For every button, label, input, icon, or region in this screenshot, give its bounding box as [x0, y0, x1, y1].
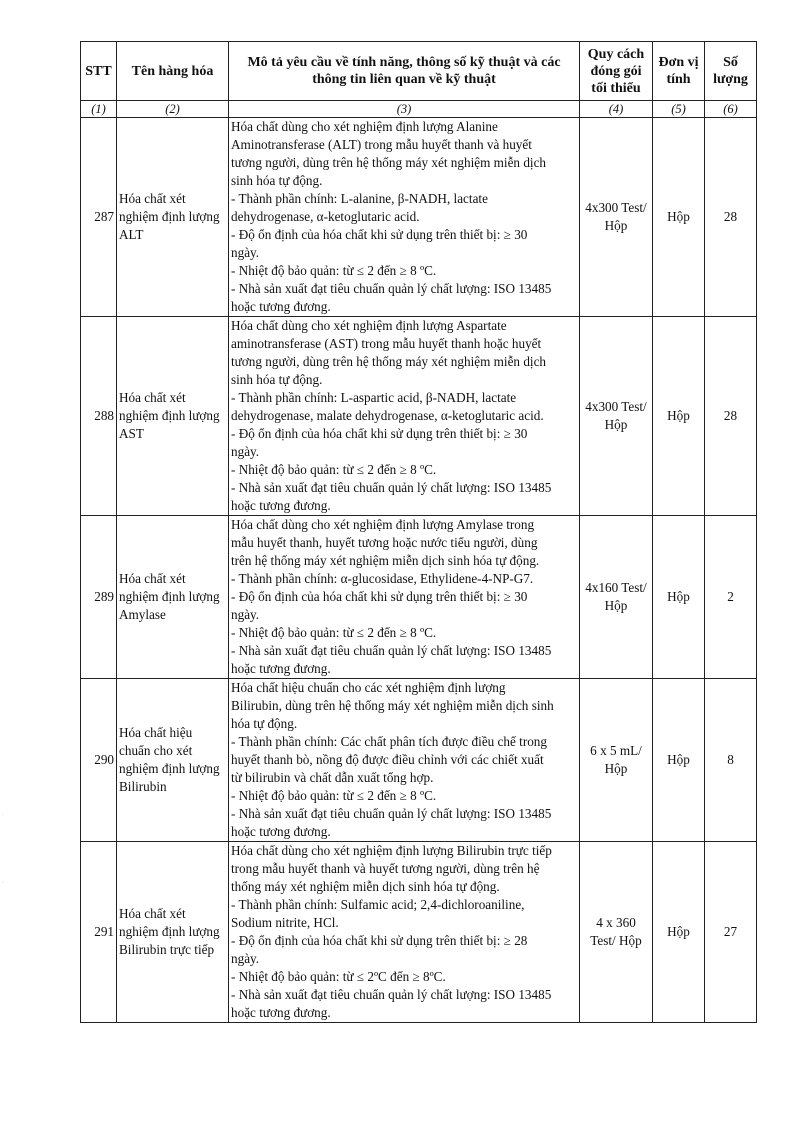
description-line: aminotransferase (AST) trong mẫu huyết thanh hoặc huyết [231, 336, 542, 351]
column-number: (1) [81, 101, 117, 118]
header-unit: Đơn vị tính [653, 42, 705, 101]
column-number: (3) [229, 101, 580, 118]
item-packaging: 4 x 360 Test/ Hộp [580, 842, 653, 1023]
item-description [229, 118, 580, 317]
table-row [81, 842, 757, 1023]
description-line: ngày. [231, 245, 260, 260]
description-line: dehydrogenase, α-ketoglutaric acid. [231, 209, 420, 224]
header-name: Tên hàng hóa [117, 42, 229, 101]
description-line: mẫu huyết thanh, huyết tương hoặc nước tiểu người, dùng [231, 535, 538, 550]
item-quantity: 27 [705, 842, 757, 1023]
item-number: 290 [81, 679, 117, 842]
description-line: hoặc tương đương. [231, 661, 331, 676]
item-unit: Hộp [653, 679, 705, 842]
description-line: Sodium nitrite, HCl. [231, 915, 339, 930]
item-unit: Hộp [653, 118, 705, 317]
item-name: Hóa chất xét nghiệm định lượng ALT [117, 118, 229, 317]
header-packaging: Quy cách đóng gói tối thiểu [580, 42, 653, 101]
item-quantity: 28 [705, 317, 757, 516]
description-line: trên hệ thống máy xét nghiệm miễn dịch sinh hóa tự động. [231, 553, 540, 568]
description-line: - Nhà sản xuất đạt tiêu chuẩn quản lý chất lượng: ISO 13485 [231, 643, 552, 658]
description-line: - Thành phần chính: Các chất phân tích được điều chế trong [231, 734, 547, 749]
item-packaging: 4x300 Test/ Hộp [580, 317, 653, 516]
item-description [229, 842, 580, 1023]
item-quantity: 28 [705, 118, 757, 317]
description-line: Aminotransferase (ALT) trong mẫu huyết thanh và huyết [231, 137, 532, 152]
description-line: hoặc tương đương. [231, 498, 331, 513]
description-line: Hóa chất hiệu chuẩn cho các xét nghiệm định lượng [231, 680, 506, 695]
description-line: hóa tự động. [231, 716, 298, 731]
item-name: Hóa chất hiệu chuẩn cho xét nghiệm định lượng Bilirubin [117, 679, 229, 842]
column-number: (5) [653, 101, 705, 118]
item-name: Hóa chất xét nghiệm định lượng Bilirubin trực tiếp [117, 842, 229, 1023]
description-line: - Nhiệt độ bảo quản: từ ≤ 2 đến ≥ 8 ºC. [231, 788, 437, 803]
description-line: ngày. [231, 607, 260, 622]
procurement-spec-table [80, 41, 757, 1023]
item-unit: Hộp [653, 516, 705, 679]
description-line: - Độ ổn định của hóa chất khi sử dụng trên thiết bị: ≥ 30 [231, 589, 528, 604]
column-number: (6) [705, 101, 757, 118]
description-line: - Nhà sản xuất đạt tiêu chuẩn quản lý chất lượng: ISO 13485 [231, 806, 552, 821]
description-line: dehydrogenase, malate dehydrogenase, α-ketoglutaric acid. [231, 408, 544, 423]
item-name: Hóa chất xét nghiệm định lượng Amylase [117, 516, 229, 679]
column-number: (4) [580, 101, 653, 118]
item-packaging: 6 x 5 mL/ Hộp [580, 679, 653, 842]
item-number: 287 [81, 118, 117, 317]
scan-mark: · [2, 812, 4, 819]
scan-mark: · [2, 880, 4, 887]
table-row [81, 118, 757, 317]
description-line: sinh hóa tự động. [231, 173, 323, 188]
description-line: Hóa chất dùng cho xét nghiệm định lượng Alanine [231, 119, 498, 134]
description-line: - Nhiệt độ bảo quản: từ ≤ 2ºC đến ≥ 8ºC. [231, 969, 446, 984]
description-line: - Thành phần chính: L-aspartic acid, β-NADH, lactate [231, 390, 517, 405]
item-packaging: 4x300 Test/ Hộp [580, 118, 653, 317]
description-line: ngày. [231, 951, 260, 966]
table-row [81, 516, 757, 679]
table-row [81, 679, 757, 842]
item-description [229, 317, 580, 516]
description-line: - Độ ổn định của hóa chất khi sử dụng trên thiết bị: ≥ 28 [231, 933, 528, 948]
description-line: Bilirubin, dùng trên hệ thống máy xét nghiệm miễn dịch sinh [231, 698, 554, 713]
description-line: - Thành phần chính: L-alanine, β-NADH, lactate [231, 191, 488, 206]
description-line: - Thành phần chính: Sulfamic acid; 2,4-dichloroaniline, [231, 897, 525, 912]
description-line: Hóa chất dùng cho xét nghiệm định lượng Amylase trong [231, 517, 535, 532]
item-unit: Hộp [653, 842, 705, 1023]
description-line: - Nhiệt độ bảo quản: từ ≤ 2 đến ≥ 8 ºC. [231, 462, 437, 477]
column-number: (2) [117, 101, 229, 118]
item-description [229, 516, 580, 679]
table-row [81, 317, 757, 516]
description-line: hoặc tương đương. [231, 824, 331, 839]
description-line: ngày. [231, 444, 260, 459]
item-quantity: 2 [705, 516, 757, 679]
item-name: Hóa chất xét nghiệm định lượng AST [117, 317, 229, 516]
description-line: Hóa chất dùng cho xét nghiệm định lượng Bilirubin trực tiếp [231, 843, 552, 858]
item-unit: Hộp [653, 317, 705, 516]
description-line: tương người, dùng trên hệ thống máy xét nghiệm miễn dịch [231, 155, 547, 170]
description-line: - Nhà sản xuất đạt tiêu chuẩn quản lý chất lượng: ISO 13485 [231, 987, 552, 1002]
item-quantity: 8 [705, 679, 757, 842]
description-line: - Độ ổn định của hóa chất khi sử dụng trên thiết bị: ≥ 30 [231, 426, 528, 441]
header-quantity: Số lượng [705, 42, 757, 101]
item-description [229, 679, 580, 842]
description-line: Hóa chất dùng cho xét nghiệm định lượng Aspartate [231, 318, 507, 333]
description-line: hoặc tương đương. [231, 1005, 331, 1020]
description-line: tương người, dùng trên hệ thống máy xét nghiệm miễn dịch [231, 354, 547, 369]
description-line: - Độ ổn định của hóa chất khi sử dụng trên thiết bị: ≥ 30 [231, 227, 528, 242]
description-line: thống máy xét nghiệm miễn dịch sinh hóa tự động. [231, 879, 500, 894]
description-line: từ bilirubin và chất dẫn xuất tổng hợp. [231, 770, 434, 785]
description-line: huyết thanh bò, nồng độ được điều chỉnh với các chiết xuất [231, 752, 544, 767]
description-line: hoặc tương đương. [231, 299, 331, 314]
header-stt: STT [81, 42, 117, 101]
description-line: - Nhà sản xuất đạt tiêu chuẩn quản lý chất lượng: ISO 13485 [231, 281, 552, 296]
description-line: - Nhà sản xuất đạt tiêu chuẩn quản lý chất lượng: ISO 13485 [231, 480, 552, 495]
item-number: 289 [81, 516, 117, 679]
description-line: trong mẫu huyết thanh và huyết tương người, dùng trên hệ [231, 861, 540, 876]
column-number-row [81, 101, 757, 118]
item-packaging: 4x160 Test/ Hộp [580, 516, 653, 679]
description-line: sinh hóa tự động. [231, 372, 323, 387]
table-header-row [81, 42, 757, 101]
description-line: - Nhiệt độ bảo quản: từ ≤ 2 đến ≥ 8 ºC. [231, 263, 437, 278]
description-line: - Nhiệt độ bảo quản: từ ≤ 2 đến ≥ 8 ºC. [231, 625, 437, 640]
item-number: 291 [81, 842, 117, 1023]
header-description: Mô tả yêu cầu về tính năng, thông số kỹ thuật và các thông tin liên quan về kỹ thuật [229, 42, 580, 101]
description-line: - Thành phần chính: α-glucosidase, Ethylidene-4-NP-G7. [231, 571, 534, 586]
item-number: 288 [81, 317, 117, 516]
